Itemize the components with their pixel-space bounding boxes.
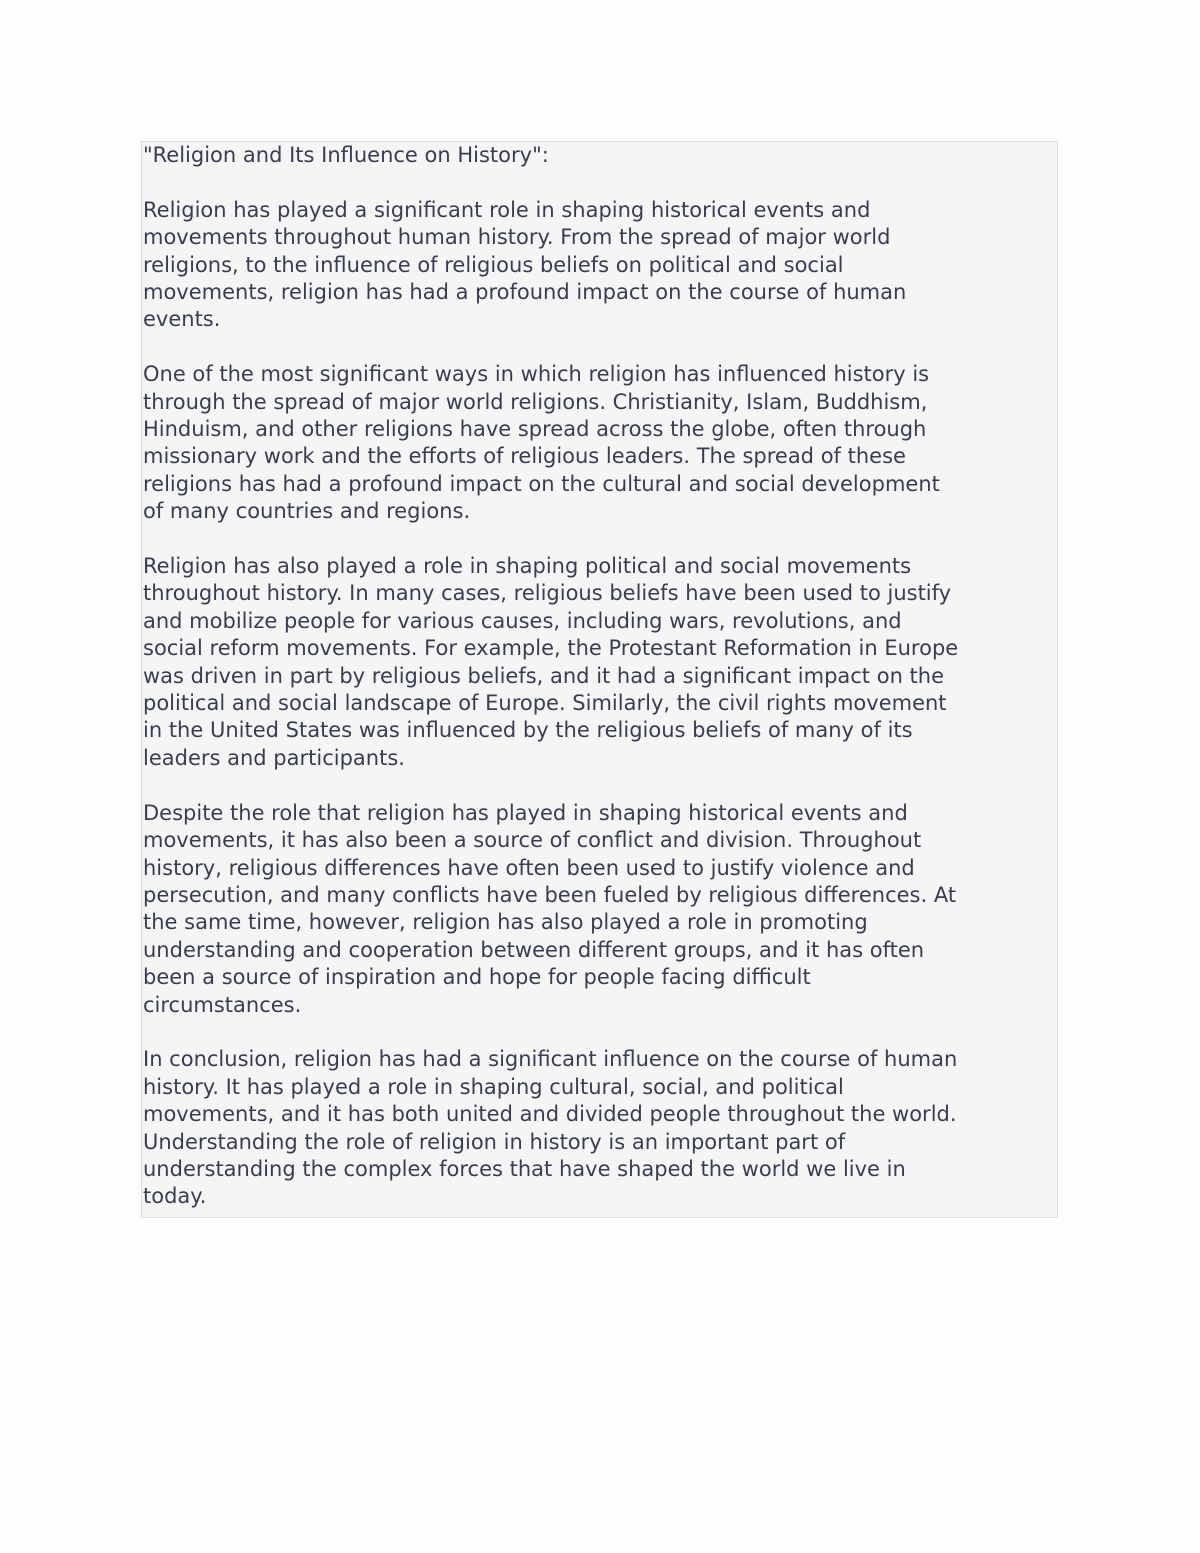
paragraph-world-religions: One of the most significant ways in which religion has influenced history is through the spread of major world religions. Christianity, Islam, Buddhism, Hinduism, and other religions have spread across the globe, often through missionary work and the efforts of religious leaders. The spread of these religions has had a profound impact on the cultural and social development of many countries and regions. <box>143 362 940 524</box>
paragraph-political-movements: Religion has also played a role in shaping political and social movements throughout history. In many cases, religious beliefs have been used to justify and mobilize people for various causes, including wars, revolutions, and social reform movements. For example, the Protestant Reformation in Europe was driven in part by religious beliefs, and it had a significant impact on the political and social landscape of Europe. Similarly, the civil rights movement in the United States was influenced by the religious beliefs of many of its leaders and participants. <box>143 554 959 770</box>
paragraph-conclusion: In conclusion, religion has had a significant influence on the course of human history. It has played a role in shaping cultural, social, and political movements, and it has both united and divided people throughout the world. Understanding the role of religion in history is an important part of understanding the complex forces that have shaped the world we live in today. <box>143 1047 958 1209</box>
document-title: "Religion and Its Influence on History": <box>143 143 549 167</box>
text-box <box>141 141 1058 1218</box>
paragraph-conflict-division: Despite the role that religion has played in shaping historical events and movements, it has also been a source of conflict and division. Throughout history, religious differences have often been used to justify violence and persecution, and many conflicts have been fueled by religious differences. At the same time, however, religion has also played a role in promoting understanding and cooperation between different groups, and it has often been a source of inspiration and hope for people facing difficult circumstances. <box>143 800 957 1017</box>
paragraph-introduction: Religion has played a significant role in shaping historical events and movements throughout human history. From the spread of major world religions, to the influence of religious beliefs on political and social movements, religion has had a profound impact on the course of human events. <box>143 197 907 332</box>
